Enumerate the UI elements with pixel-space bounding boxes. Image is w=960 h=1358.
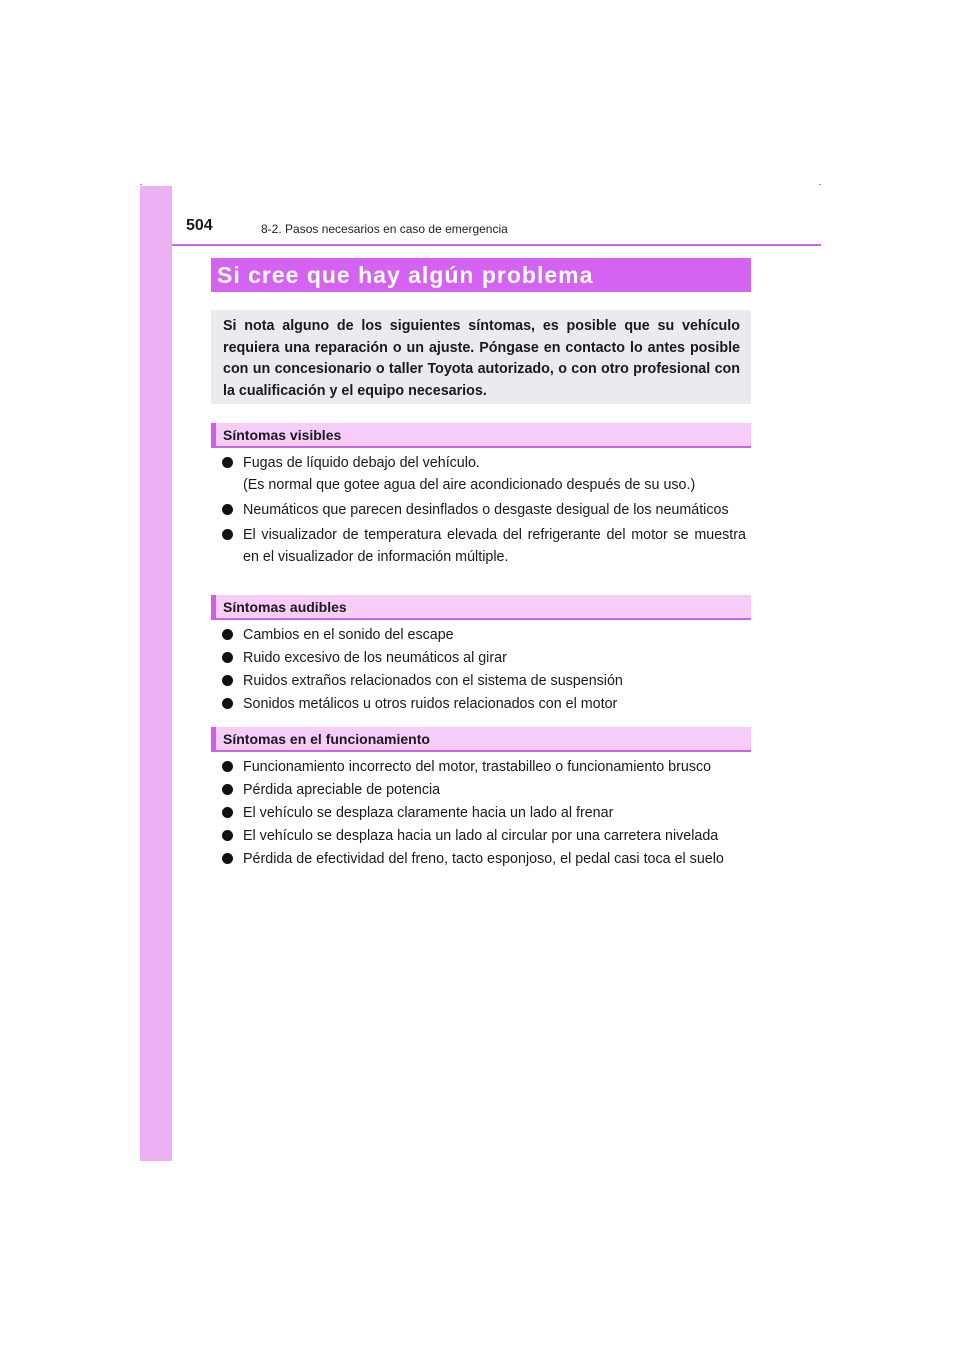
list-item [222,624,746,646]
list-item-text: Fugas de líquido debajo del vehículo. [243,455,480,471]
bullet-icon [222,652,233,663]
list-item-text: (Es normal que gotee agua del aire acondicionado después de su uso.) [243,477,696,493]
crop-mark [819,184,821,185]
list-item [222,647,746,669]
bullet-list-audible [222,624,746,715]
list-item [222,499,746,521]
bullet-icon [222,504,233,515]
section-title: 8-2. Pasos necesarios en caso de emergencia [261,222,508,236]
bullet-icon [222,457,233,468]
list-item-text: Pérdida apreciable de potencia [243,782,441,798]
intro-box [211,310,751,404]
section-heading-label: Síntomas audibles [223,599,347,615]
bullet-list-operation [222,756,746,870]
bullet-icon [222,629,233,640]
list-item [222,524,746,568]
list-item [222,848,746,870]
list-item [222,825,746,847]
list-item-text: Pérdida de efectividad del freno, tacto esponjoso, el pedal casi toca el suelo [243,851,724,867]
list-item-text: El vehículo se desplaza claramente hacia un lado al frenar [243,805,614,821]
header-rule [172,244,821,246]
section-heading-operation [211,727,751,752]
bullet-list-visible [222,452,746,568]
page-number: 504 [186,217,213,234]
intro-text: Si nota alguno de los siguientes síntomas, es posible que su vehículo requiera una reparación o un ajuste. Póngase en contacto lo antes posible con un concesionario o taller Toyota autorizado, o con otro profesional con la cualificación y el equipo necesarios. [223,318,740,399]
list-item-text: El visualizador de temperatura elevada del refrigerante del motor se muestra en el visualizador de información múltiple. [243,527,746,565]
bullet-icon [222,784,233,795]
section-heading-audible [211,595,751,620]
section-heading-label: Síntomas en el funcionamiento [223,731,430,747]
bullet-icon [222,529,233,540]
crop-mark [140,184,142,185]
list-item-text: Funcionamiento incorrecto del motor, trastabilleo o funcionamiento brusco [243,759,712,775]
list-item-text: Ruido excesivo de los neumáticos al girar [243,650,507,666]
bullet-icon [222,830,233,841]
bullet-icon [222,698,233,709]
page-title-bar [211,258,751,292]
section-heading-visible [211,423,751,448]
list-item-text: Cambios en el sonido del escape [243,627,454,643]
bullet-icon [222,675,233,686]
bullet-icon [222,761,233,772]
section-heading-label: Síntomas visibles [223,427,342,443]
bullet-icon [222,853,233,864]
list-item-note [222,474,746,496]
side-strip [140,186,172,1161]
bullet-icon [222,807,233,818]
list-item [222,756,746,778]
list-item-text: Ruidos extraños relacionados con el sistema de suspensión [243,673,623,689]
list-item-text: El vehículo se desplaza hacia un lado al circular por una carretera nivelada [243,828,719,844]
list-item [222,452,746,474]
list-item [222,670,746,692]
list-item [222,802,746,824]
list-item-text: Sonidos metálicos u otros ruidos relacionados con el motor [243,696,618,712]
list-item-text: Neumáticos que parecen desinflados o desgaste desigual de los neumáticos [243,502,729,518]
list-item [222,693,746,715]
list-item [222,779,746,801]
page-title: Si cree que hay algún problema [217,262,594,288]
